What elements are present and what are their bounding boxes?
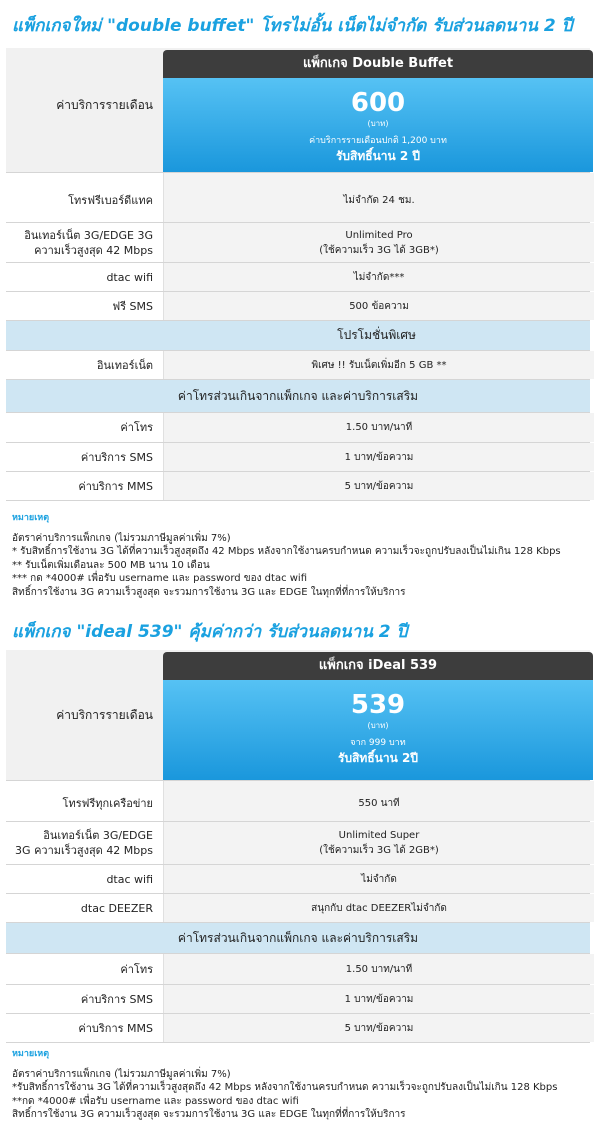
- row-value: 1 บาท/ข้อความ: [163, 443, 594, 471]
- row-value: 1.50 บาท/นาที: [163, 954, 594, 984]
- row-label: dtac wifi: [6, 865, 163, 893]
- row-value: 550 นาที: [163, 781, 594, 821]
- row-label: ค่าบริการ MMS: [6, 472, 163, 500]
- row-label: ฟรี SMS: [6, 292, 163, 320]
- row-value: พิเศษ !! รับเน็ตเพิ่มอีก 5 GB **: [163, 351, 594, 379]
- row-label: dtac wifi: [6, 263, 163, 291]
- price-duration: รับสิทธิ์นาน 2ปี: [338, 751, 418, 765]
- row-label: อินเทอร์เน็ต 3G/EDGE 3G ความเร็วสูงสุด 42 Mbps: [6, 223, 163, 262]
- row-label: ค่าบริการ MMS: [6, 1014, 163, 1042]
- table-row: [6, 984, 590, 1013]
- table-row: [6, 953, 590, 984]
- price-normal: จาก 999 บาท: [350, 738, 406, 748]
- feature-rows: [6, 172, 590, 501]
- notes-ideal-539: [12, 1048, 557, 1122]
- price-unit: (บาท): [367, 119, 389, 128]
- row-value: Unlimited Pro (ใช้ความเร็ว 3G ได้ 3GB*): [163, 223, 594, 262]
- table-row: [6, 442, 590, 471]
- package-column-header: แพ็กเกจ iDeal 539: [163, 652, 593, 680]
- row-value: สนุกกับ dtac DEEZERไม่จำกัด: [163, 894, 594, 922]
- table-row: [6, 864, 590, 893]
- price-unit: (บาท): [367, 721, 389, 730]
- row-label: ค่าบริการ SMS: [6, 443, 163, 471]
- table-row: [6, 471, 590, 501]
- row-value: ไม่จำกัด: [163, 865, 594, 893]
- row-label: dtac DEEZER: [6, 894, 163, 922]
- package-heading-double-buffet: แพ็กเกจใหม่ "double buffet" โทรไม่อั้น เน็ตไม่จำกัด รับส่วนลดนาน 2 ปี: [12, 16, 573, 36]
- monthly-fee-label: ค่าบริการรายเดือน: [56, 98, 153, 112]
- price-normal: ค่าบริการรายเดือนปกติ 1,200 บาท: [309, 136, 447, 146]
- notes-double-buffet: [12, 512, 561, 599]
- row-value: 1.50 บาท/นาที: [163, 413, 594, 442]
- row-label: ค่าโทร: [6, 413, 163, 442]
- row-value: 1 บาท/ข้อความ: [163, 985, 594, 1013]
- table-row: [6, 350, 590, 379]
- extra-charges-header: ค่าโทรส่วนเกินจากแพ็กเกจ และค่าบริการเสริม: [6, 922, 590, 953]
- note-line: * รับสิทธิ์การใช้งาน 3G ได้ที่ความเร็วสูงสุดถึง 42 Mbps หลังจากใช้งานครบกำหนด ความเร็วจะถูกปรับลงเป็นไม่เกิน 128 Kbps: [12, 546, 561, 557]
- promo-section-header: โปรโมชั่นพิเศษ: [6, 320, 590, 350]
- monthly-fee-label: ค่าบริการรายเดือน: [56, 708, 153, 722]
- feature-rows: [6, 780, 590, 1043]
- note-line: *รับสิทธิ์การใช้งาน 3G ได้ที่ความเร็วสูงสุดถึง 42 Mbps หลังจากใช้งานครบกำหนด ความเร็วจะถูกปรับลงเป็นไม่เกิน 128 Kbps: [12, 1082, 558, 1093]
- table-row: [6, 821, 590, 864]
- table-row: [6, 172, 590, 222]
- row-label: ค่าโทร: [6, 954, 163, 984]
- row-value: 500 ข้อความ: [163, 292, 594, 320]
- table-row: [6, 893, 590, 922]
- row-value: ไม่จำกัด 24 ชม.: [163, 173, 594, 222]
- table-row: [6, 780, 590, 821]
- price-duration: รับสิทธิ์นาน 2 ปี: [335, 149, 421, 163]
- price-value: 539: [350, 690, 406, 720]
- package-column-header: แพ็กเกจ Double Buffet: [163, 50, 593, 78]
- note-line: **กด *4000# เพื่อรับ username และ password ของ dtac wifi: [12, 1095, 299, 1107]
- row-value: Unlimited Super (ใช้ความเร็ว 3G ได้ 2GB*): [163, 822, 594, 864]
- row-value: 5 บาท/ข้อความ: [163, 472, 594, 500]
- row-value: 5 บาท/ข้อความ: [163, 1014, 594, 1042]
- price-value: 600: [350, 88, 406, 118]
- row-label: โทรฟรีเบอร์ดีแทค: [6, 173, 163, 222]
- table-row: [6, 222, 590, 262]
- note-line: อัตราค่าบริการแพ็กเกจ (ไม่รวมภาษีมูลค่าเพิ่ม 7%): [12, 1068, 231, 1080]
- package-heading-ideal-539: แพ็กเกจ "ideal 539" คุ้มค่ากว่า รับส่วนลดนาน 2 ปี: [12, 622, 408, 642]
- table-row: [6, 1013, 590, 1043]
- note-line: อัตราค่าบริการแพ็กเกจ (ไม่รวมภาษีมูลค่าเพิ่ม 7%): [12, 532, 231, 544]
- extra-charges-header: ค่าโทรส่วนเกินจากแพ็กเกจ และค่าบริการเสริม: [6, 379, 590, 412]
- note-line: ** รับเน็ตเพิ่มเดือนละ 500 MB นาน 10 เดือน: [12, 559, 210, 571]
- row-label: อินเทอร์เน็ต 3G/EDGE 3G ความเร็วสูงสุด 42 Mbps: [6, 822, 163, 864]
- notes-title: หมายเหตุ: [12, 513, 50, 523]
- note-line: สิทธิ์การใช้งาน 3G ความเร็วสูงสุด จะรวมการใช้งาน 3G และ EDGE ในทุกที่ที่การให้บริการ: [12, 586, 406, 598]
- row-value: ไม่จำกัด***: [163, 263, 594, 291]
- row-label: อินเทอร์เน็ต: [6, 351, 163, 379]
- note-line: *** กด *4000# เพื่อรับ username และ password ของ dtac wifi: [12, 573, 308, 584]
- price-box: [163, 78, 593, 172]
- notes-title: หมายเหตุ: [12, 1049, 50, 1059]
- note-line: สิทธิ์การใช้งาน 3G ความเร็วสูงสุด จะรวมการใช้งาน 3G และ EDGE ในทุกที่ที่การให้บริการ: [12, 1109, 406, 1120]
- table-row: [6, 262, 590, 291]
- row-label: โทรฟรีทุกเครือข่าย: [6, 781, 163, 821]
- row-label: ค่าบริการ SMS: [6, 985, 163, 1013]
- table-row: [6, 412, 590, 442]
- price-box: [163, 680, 593, 780]
- table-row: [6, 291, 590, 320]
